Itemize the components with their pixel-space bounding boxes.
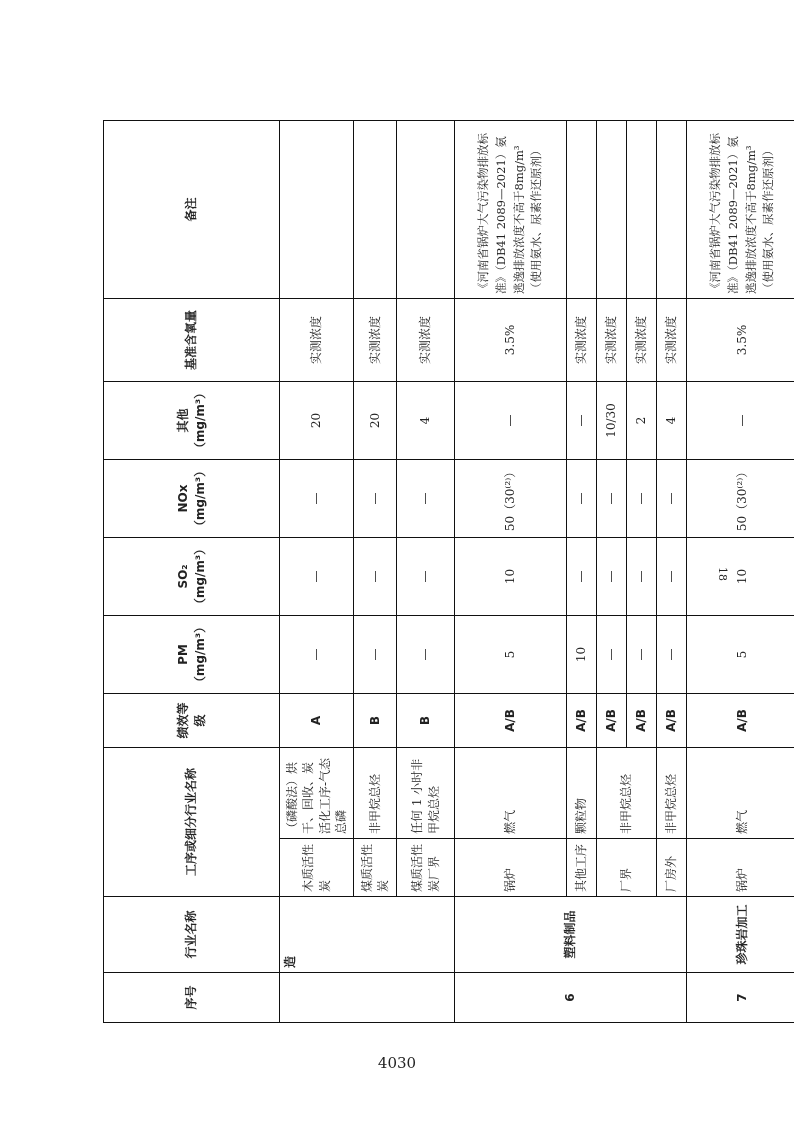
- row-grade: B: [354, 693, 397, 747]
- row-oxygen: 实测浓度: [657, 298, 687, 381]
- row-nox: —: [597, 459, 627, 537]
- row-so2: —: [657, 537, 687, 615]
- row-detail: 非甲烷总烃: [354, 747, 397, 838]
- row-other: 10/30: [597, 381, 627, 459]
- row-remark: [397, 120, 455, 298]
- row-pm: 5: [687, 615, 794, 693]
- row-other: 2: [627, 381, 657, 459]
- row-pm: 5: [455, 615, 567, 693]
- row-nox: —: [397, 459, 455, 537]
- row-nox: 50（30⁽²⁾）: [455, 459, 567, 537]
- row-nox: —: [627, 459, 657, 537]
- row-grade: A/B: [567, 693, 597, 747]
- row-sub: 厂房外: [657, 839, 687, 897]
- row-so2: —: [280, 537, 354, 615]
- row-grade: A/B: [687, 693, 794, 747]
- header-seq: 序号: [104, 973, 280, 1023]
- row-oxygen: 实测浓度: [597, 298, 627, 381]
- row-detail: （磷酸法）烘干、回收、炭活化工序-气态总磷: [280, 747, 354, 838]
- row-remark: 《河南省锅炉大气污染物排放标准》（DB41 2089—2021）氨逃逸排放浓度不高于8mg/m³（使用氨水、尿素作还原剂）: [687, 120, 794, 298]
- table-row: [354, 120, 397, 1022]
- row-other: —: [455, 381, 567, 459]
- header-industry: 行业名称: [104, 897, 280, 973]
- row-pm: 10: [567, 615, 597, 693]
- row-detail: 任何 1 小时非甲烷总烃: [397, 747, 455, 838]
- row-sub: 煤质活性炭厂界: [397, 839, 455, 897]
- row-remark: [280, 120, 354, 298]
- header-other: 其他（mg/m³）: [104, 381, 280, 459]
- row-other: 4: [657, 381, 687, 459]
- row-industry: 塑料制品: [455, 897, 687, 973]
- row-sub: 锅炉: [687, 839, 794, 897]
- row-other: 20: [280, 381, 354, 459]
- header-process: 工序或细分行业名称: [104, 747, 280, 896]
- table-row: [397, 120, 455, 1022]
- row-pm: —: [627, 615, 657, 693]
- table-row: [280, 120, 354, 1022]
- row-grade: B: [397, 693, 455, 747]
- row-oxygen: 3.5%: [687, 298, 794, 381]
- row-sub: 煤质活性炭: [354, 839, 397, 897]
- footer-page-number: 4030: [377, 1054, 417, 1072]
- row-sub: 其他工序: [567, 839, 597, 897]
- row-other: 20: [354, 381, 397, 459]
- emission-standards-table: [103, 120, 794, 1023]
- row-detail: 颗粒物: [567, 747, 597, 838]
- table-row: [567, 120, 597, 1022]
- header-pm: PM（mg/m³）: [104, 615, 280, 693]
- header-nox: NOx（mg/m³）: [104, 459, 280, 537]
- header-oxygen: 基准含氧量: [104, 298, 280, 381]
- table-row: [657, 120, 687, 1022]
- row-remark: [597, 120, 627, 298]
- row-remark: [567, 120, 597, 298]
- row-industry: 珍珠岩加工: [687, 897, 794, 973]
- row-seq: 7: [687, 973, 794, 1023]
- row-so2: —: [397, 537, 455, 615]
- row-pm: —: [280, 615, 354, 693]
- row-industry: 造: [280, 897, 455, 973]
- row-detail: 燃气: [687, 747, 794, 838]
- row-detail: 非甲烷总烃: [657, 747, 687, 838]
- row-pm: —: [597, 615, 627, 693]
- row-other: —: [567, 381, 597, 459]
- row-other: —: [687, 381, 794, 459]
- row-nox: —: [354, 459, 397, 537]
- row-so2: —: [597, 537, 627, 615]
- row-sub: 厂界: [597, 839, 657, 897]
- row-grade: A/B: [455, 693, 567, 747]
- header-remark: 备注: [104, 120, 280, 298]
- row-pm: —: [657, 615, 687, 693]
- table-row: [597, 120, 627, 1022]
- row-pm: —: [354, 615, 397, 693]
- row-sub: 木质活性炭: [280, 839, 354, 897]
- row-nox: —: [280, 459, 354, 537]
- row-remark: [627, 120, 657, 298]
- row-so2: —: [567, 537, 597, 615]
- row-oxygen: 实测浓度: [567, 298, 597, 381]
- row-oxygen: 实测浓度: [627, 298, 657, 381]
- row-grade: A/B: [597, 693, 627, 747]
- row-seq: 6: [455, 973, 687, 1023]
- row-oxygen: 实测浓度: [280, 298, 354, 381]
- row-nox: —: [567, 459, 597, 537]
- header-so2: SO₂（mg/m³）: [104, 537, 280, 615]
- row-oxygen: 实测浓度: [354, 298, 397, 381]
- row-so2: —: [627, 537, 657, 615]
- row-so2: 10: [687, 537, 794, 615]
- row-grade: A/B: [627, 693, 657, 747]
- row-pm: —: [397, 615, 455, 693]
- row-remark: [657, 120, 687, 298]
- row-nox: 50（30⁽²⁾）: [687, 459, 794, 537]
- row-oxygen: 实测浓度: [397, 298, 455, 381]
- row-detail: 非甲烷总烃: [597, 747, 657, 838]
- row-oxygen: 3.5%: [455, 298, 567, 381]
- row-detail: 燃气: [455, 747, 567, 838]
- header-grade: 绩效等级: [104, 693, 280, 747]
- table-row: [455, 120, 567, 1022]
- side-page-number: 18: [716, 567, 729, 581]
- row-remark: 《河南省锅炉大气污染物排放标准》（DB41 2089—2021）氨逃逸排放浓度不高于8mg/m³（使用氨水、尿素作还原剂）: [455, 120, 567, 298]
- row-remark: [354, 120, 397, 298]
- row-seq: [280, 973, 455, 1023]
- table-row: [687, 120, 794, 1022]
- row-nox: —: [657, 459, 687, 537]
- row-grade: A: [280, 693, 354, 747]
- row-so2: —: [354, 537, 397, 615]
- row-sub: 锅炉: [455, 839, 567, 897]
- header-row: [104, 120, 280, 1022]
- row-grade: A/B: [657, 693, 687, 747]
- row-other: 4: [397, 381, 455, 459]
- row-so2: 10: [455, 537, 567, 615]
